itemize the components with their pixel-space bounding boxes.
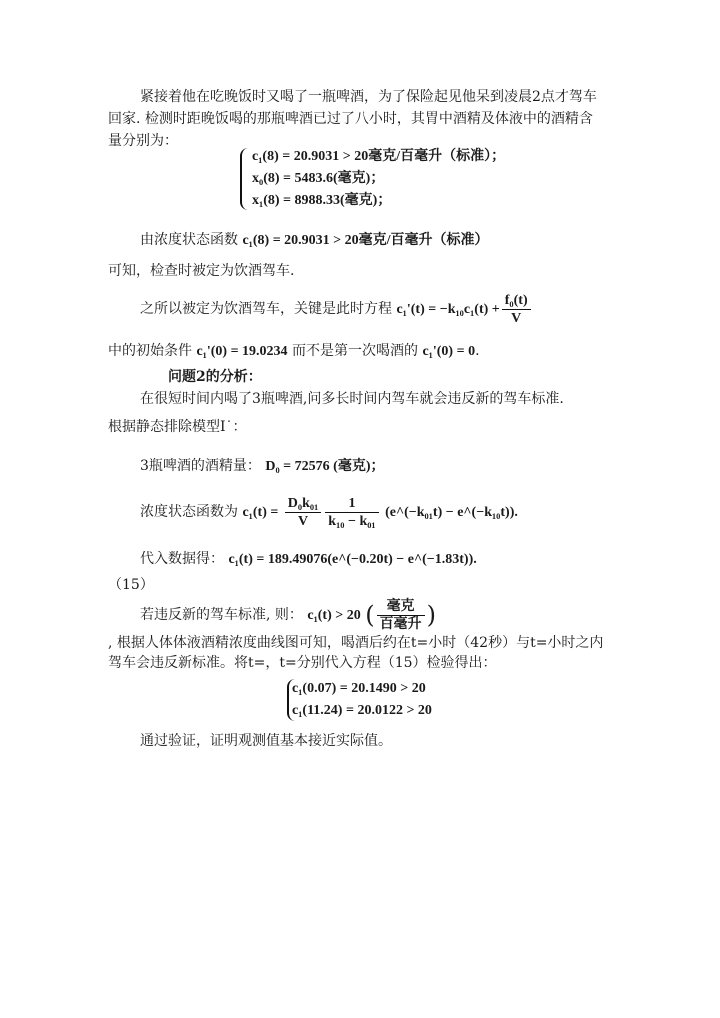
system-1-brace [240,148,250,210]
section-heading-problem-2: 问题2的分析： [168,369,262,385]
paragraph-9-text: 浓度状态函数为 [140,504,238,520]
paragraph-12-line-2: 驾车会违反新标准。将t=，t=分别代入方程（15）检验得出： [108,655,497,671]
paragraph-1-line-3: 量分别为： [108,133,178,149]
paragraph-4-fraction [502,292,531,327]
paragraph-3: 可知，检查时被定为饮酒驾车. [108,263,295,279]
paragraph-7: 根据静态排除模型Ⅰ˙： [108,419,247,435]
paragraph-12-line-1: , 根据人体体液酒精浓度曲线图可知，喝酒后约在t=小时（42秒）与t=小时之内 [108,635,604,651]
paragraph-2-text: 由浓度状态函数 [140,232,238,248]
paragraph-9-lhs: c₁(t) = [242,505,279,520]
system-1-eq-2: x₀(8) = 5483.6(毫克)； [252,171,385,186]
system-1-eq-3: x₁(8) = 8988.33(毫克)； [252,193,392,208]
paragraph-9-fraction-1 [285,495,322,530]
unit-left-paren: ( [365,601,375,629]
paragraph-4-text: 之所以被定为饮酒驾车，关键是此时方程 [140,301,392,317]
paragraph-13: 通过验证，证明观测值基本接近实际值。 [140,733,392,749]
paragraph-4-lhs: c₁'(t) = −k₁₀c₁(t) + [396,302,500,317]
paragraph-9-fraction-2 [325,495,378,530]
system-2-eq-2: c₁(11.24) = 20.0122 > 20 [292,703,432,718]
fraction-numerator: D₀k₀₁ [285,495,322,513]
paragraph-8-text: 3瓶啤酒的酒精量： [140,458,261,474]
paragraph-11-formula: c₁(t) > 20 [307,608,361,623]
paragraph-5 [108,340,480,363]
paragraph-2 [140,229,489,252]
equation-number: （15） [108,577,154,593]
fraction-numerator: f₀(t) [502,292,531,310]
paragraph-9 [140,492,518,533]
fraction-denominator: V [297,513,309,529]
fraction-denominator: V [511,310,522,326]
paragraph-6: 在很短时间内喝了3瓶啤酒,问多长时间内驾车就会违反新的驾车标准. [140,391,564,407]
system-2-eq-1: c₁(0.07) = 20.1490 > 20 [292,681,426,696]
paragraph-10-text: 代入数据得： [140,551,224,567]
paragraph-10-formula: c₁(t) = 189.49076(e^(−0.20t) − e^(−1.83t)). [228,552,477,567]
unit-right-paren: ) [426,601,436,629]
paragraph-11-text: 若违反新的驾车标准, 则： [140,607,303,623]
paragraph-5-text-2: 而不是第一次喝酒的 [292,343,419,359]
fraction-denominator: k₁₀ − k₀₁ [328,513,376,529]
paragraph-5-formula-2: c₁'(0) = 0 [422,344,476,359]
paragraph-8-formula: D₀ = 72576 (毫克)； [265,459,385,474]
paragraph-2-formula: c₁(8) = 20.9031 > 20毫克/百毫升（标准） [242,233,489,248]
paragraph-10 [140,548,477,571]
unit-numerator: 毫克 [377,598,425,616]
paragraph-1-line-1: 紧接着他在吃晚饭时又喝了一瓶啤酒，为了保险起见他呆到凌晨2点才驾车 [140,89,597,105]
fraction-numerator: 1 [325,495,378,513]
paragraph-11-unit-fraction [377,598,425,633]
paragraph-1-line-2: 回家. 检测时距晚饭喝的那瓶啤酒已过了八小时，其胃中酒精及体液中的酒精含 [108,111,593,127]
paragraph-5-formula-1: c₁'(0) = 19.0234 [196,344,288,359]
unit-denominator: 百毫升 [379,616,422,632]
paragraph-9-tail: (e^(−k₀₁t) − e^(−k₁₀t)). [385,505,518,520]
paragraph-5-text-3: . [475,343,480,359]
paragraph-11 [140,595,436,636]
paragraph-5-text-1: 中的初始条件 [108,343,192,359]
paragraph-8 [140,455,384,478]
system-1-eq-1: c₁(8) = 20.9031 > 20毫克/百毫升（标准）； [252,149,506,164]
paragraph-4 [140,289,533,330]
